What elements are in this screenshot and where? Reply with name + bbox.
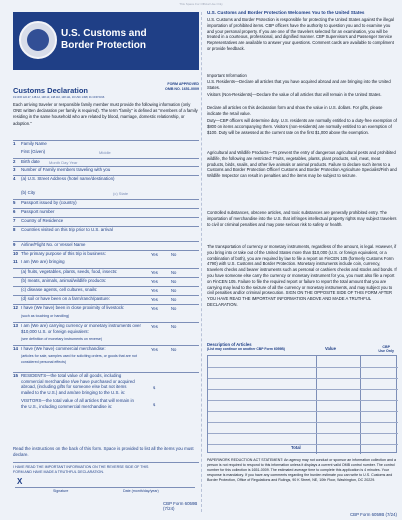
field-number: 13: [13, 323, 18, 328]
official-use-note: This Space For Official Use Only: [179, 2, 223, 6]
field-label: (c) disease agents, cell cultures, snails:: [21, 287, 98, 292]
field-number: 1: [13, 141, 16, 146]
dollar-amount-field[interactable]: $: [153, 402, 156, 407]
form-approved-line-1: OMB NO. 1651-0009: [165, 87, 199, 91]
field-number: 7: [13, 218, 16, 223]
declaration-field-sub-14[interactable]: [13, 277, 199, 283]
field-label: (b) meats, animals, animal/wildlife products:: [21, 278, 107, 283]
field-number: 5: [13, 200, 16, 205]
articles-heading: Description of Articles: [207, 342, 252, 347]
cfr-citation: 19 CFR 122.27, 148.12, 148.13, 148.110, 148.111, 19 USC 1498; 31 CFR 5316: [13, 96, 105, 99]
field-label: Countries visited on this trip prior to U.S. arrival: [21, 227, 113, 232]
declaration-field-sub-15[interactable]: [13, 286, 199, 292]
no-option[interactable]: No: [171, 306, 177, 311]
yes-no-choice[interactable]: [151, 297, 191, 302]
duty-paragraph: Duty—CBP officers will determine duty. U.S. residents are normally entitled to a duty-free exemption of $800 on items accompanying them. Visitors (non-residents) are normally entitled to an exemption of $100. Duty will be assessed at the current rate on the first $1,000 above the exemption.: [207, 118, 397, 135]
articles-table-row[interactable]: [208, 422, 398, 423]
field-label: (b) City: [21, 190, 36, 195]
form-intro: Each arriving traveler or responsible family member must provide the following information (only ONE written declaration per family is required). The term "family" is defined as "members of a family residing in the same household who are related by blood, marriage, domestic relationship, or adoption.": [13, 102, 198, 126]
form-approved-note: [165, 82, 199, 92]
form-approved-line-0: FORM APPROVED: [167, 82, 199, 86]
field-label: The primary purpose of this trip is business:: [21, 251, 106, 256]
field-number: 12: [13, 305, 18, 310]
welcome-title: U.S. Customs and Border Protection Welcomes You to the United States: [207, 10, 365, 15]
declaration-field-5-6[interactable]: [13, 199, 199, 205]
field-sublabel: (c) State: [113, 191, 129, 196]
yes-no-choice[interactable]: [151, 270, 191, 275]
signature-mark: X: [17, 477, 23, 486]
field-label: (a) fruits, vegetables, plants, seeds, food, insects:: [21, 269, 118, 274]
field-number: 4: [13, 176, 16, 181]
declaration-field-sub-16[interactable]: [13, 295, 199, 301]
declaration-field-14-21[interactable]: [13, 345, 199, 351]
declaration-field-sub-13[interactable]: [13, 268, 199, 274]
field-number: 9: [13, 242, 16, 247]
declaration-field-1-0[interactable]: [13, 140, 199, 146]
articles-table[interactable]: [207, 355, 397, 453]
field-number: 15: [13, 373, 18, 378]
yes-no-choice[interactable]: [151, 324, 191, 329]
signature-block: [13, 462, 199, 511]
yes-option[interactable]: Yes: [151, 324, 158, 329]
declaration-field-3-3[interactable]: [13, 166, 199, 172]
field-label: Passport number: [21, 209, 55, 214]
cbp-use-line-1: Use Only: [378, 349, 394, 354]
declaration-field-7-8[interactable]: [13, 217, 199, 223]
declaration-field-sub-24[interactable]: [13, 398, 199, 409]
signature-label: Signature: [53, 489, 69, 493]
visitors-paragraph: Visitors (Non-Residents)—Declare the value of all articles that will remain in the United States.: [207, 92, 382, 97]
value-column: [316, 356, 317, 454]
signature-line[interactable]: [15, 487, 195, 488]
declaration-field-9-10[interactable]: [13, 241, 199, 247]
declaration-field-13-19[interactable]: [13, 322, 199, 334]
field-number: 6: [13, 209, 16, 214]
yes-option[interactable]: Yes: [151, 297, 158, 302]
declaration-field-sub-20[interactable]: [13, 336, 199, 341]
declaration-field-10-11[interactable]: [13, 250, 199, 256]
no-option[interactable]: No: [171, 297, 177, 302]
articles-table-row[interactable]: [208, 378, 398, 379]
declaration-field-15-23[interactable]: [13, 372, 199, 395]
declaration-field-11-12[interactable]: [13, 259, 199, 264]
agency-name-line2: Border Protection: [61, 40, 147, 51]
field-number: 11: [13, 259, 18, 264]
field-sublabel: Month Day Year: [49, 160, 78, 165]
articles-subheading: (List may continue on another CBP Form 6059B): [207, 347, 285, 351]
field-label: Passport issued by (country): [21, 200, 77, 205]
residents-paragraph: U.S. Residents—Declare all articles that you have acquired abroad and are bringing into the United States.: [207, 79, 391, 90]
cbp-use-line-0: CBP: [382, 345, 390, 349]
articles-total: Total: [291, 445, 301, 450]
form-title-row: [13, 82, 199, 95]
articles-table-row[interactable]: [208, 400, 398, 401]
cbp-use-only-heading: [378, 345, 394, 354]
declaration-field-6-7[interactable]: [13, 208, 199, 214]
field-label: Birth date: [21, 159, 40, 164]
important-heading: Important Information: [207, 73, 247, 78]
yes-option[interactable]: Yes: [151, 279, 158, 284]
read-instructions-note: Read the instructions on the back of this form. Space is provided to list all the items you must declare.: [13, 446, 194, 458]
no-option[interactable]: No: [171, 324, 177, 329]
no-option[interactable]: No: [171, 288, 177, 293]
yes-option[interactable]: Yes: [151, 270, 158, 275]
field-sublabel: Middle: [99, 150, 111, 155]
yes-no-choice[interactable]: [151, 288, 191, 293]
articles-table-row[interactable]: [208, 389, 398, 390]
field-label: Number of Family members traveling with you: [21, 167, 111, 172]
field-label: Family Name: [21, 141, 47, 146]
no-option[interactable]: No: [171, 347, 177, 352]
declaration-form-side: [5, 8, 199, 516]
date-label: Date (month/day/year): [123, 489, 159, 493]
declaration-field-sub-5[interactable]: [13, 190, 199, 195]
dollar-amount-field[interactable]: $: [153, 385, 156, 390]
yes-option[interactable]: Yes: [151, 288, 158, 293]
field-label: (d) soil or have been on a farm/ranch/pasture:: [21, 296, 111, 301]
field-label: (see definition of monetary instruments on reverse): [21, 337, 103, 341]
declaration-field-8-9[interactable]: [13, 226, 199, 232]
yes-no-choice[interactable]: [151, 347, 191, 352]
articles-section: [207, 342, 397, 450]
value-heading: Value: [325, 346, 336, 351]
field-number: 8: [13, 227, 16, 232]
agency-name-line1: U.S. Customs and: [61, 28, 147, 39]
field-label: I have (We have) commercial merchandise:: [21, 346, 106, 351]
no-option[interactable]: No: [171, 279, 177, 284]
agency-name: [61, 28, 191, 52]
declaration-statement: I HAVE READ THE IMPORTANT INFORMATION ON THE REVERSE SIDE OF THIS FORM AND HAVE MADE A TRUTHFUL DECLARATION.: [13, 465, 149, 474]
field-number: 2: [13, 159, 16, 164]
controlled-paragraph: Controlled substances, obscene articles, and toxic substances are generally prohibited entry. The importation of merchandise into the U.S. that infringes intellectual property rights may subject travelers to civil or criminal penalties and may pose serious risk to safety or health.: [207, 210, 397, 227]
yes-no-choice[interactable]: [151, 252, 191, 257]
paperwork-statement: PAPERWORK REDUCTION ACT STATEMENT: An agency may not conduct or sponsor an information collection and a person is not required to respond to this information unless it displays a current valid OMB control number. The control number for this collection is 1651-0009. The estimated average time to complete this application is 4 minutes. Your response is mandatory. If you have any comments regarding the burden estimate you can write to U.S. Customs and Border Protection, Office of Regulations and Rulings, 90 K Street, NE, 10th Floor, Washington, DC 20229.: [207, 458, 397, 482]
dhs-seal-icon: [19, 21, 57, 59]
field-label: I have (We have) been in close proximity of livestock:: [21, 305, 125, 310]
field-label: I am (We are) carrying currency or monetary instruments over $10,000 U.S. or foreign equivalent:: [21, 323, 141, 334]
declaration-field-4-4[interactable]: [13, 175, 199, 181]
no-option[interactable]: No: [171, 252, 177, 257]
field-label: (articles for sale, samples used for soliciting orders, or goods that are not considered personal effects): [21, 354, 137, 364]
currency-paragraph: The transportation of currency or monetary instruments, regardless of the amount, is legal. However, if you bring into or take out of the United States more than $10,000 (U.S. or foreign equivalent, or a combination of both), you are required by law to file a report on FinCEN 105 (formerly Customs Form 4790) with U.S. Customs and Border Protection. Monetary instruments include coin, currency, travelers checks and bearer instruments such as personal or cashiers checks and stocks and bonds. If you have someone else carry the currency or monetary instrument for you, you must also file a report on FinCEN 105. Failure to file the required report or failure to report the total amount that you are carrying may lead to the seizure of all the currency or monetary instruments, and may subject you to civil penalties and/or criminal prosecution. SIGN ON THE OPPOSITE SIDE OF THIS FORM AFTER YOU HAVE READ THE IMPORTANT INFORMATION ABOVE AND MADE A TRUTHFUL DECLARATION.: [207, 244, 397, 307]
no-option[interactable]: No: [171, 270, 177, 275]
welcome-paragraph: U.S. Customs and Border Protection is responsible for protecting the United States against the illegal importation of prohibited items. CBP officers have the authority to question you and to examine you and your personal property. If you are one of the travelers selected for an examination, you will be treated in a courteous, professional, and dignified manner. CBP Supervisors and Passenger Service Representatives are available to answer your questions. Comment cards are available to compliment or provide feedback.: [207, 17, 394, 51]
declare-paragraph: Declare all articles on this declaration form and show the value in U.S. dollars. For gifts, please indicate the retail value.: [207, 105, 383, 116]
field-number: 14: [13, 346, 18, 351]
articles-table-row[interactable]: [208, 433, 398, 434]
declaration-field-2-2[interactable]: [13, 158, 199, 164]
declaration-field-12-17[interactable]: [13, 304, 199, 310]
agency-banner: [13, 12, 199, 70]
yes-no-choice[interactable]: [151, 306, 191, 311]
yes-option[interactable]: Yes: [151, 306, 158, 311]
field-label: RESIDENTS—the total value of all goods, including commercial merchandise I/we have purchased or acquired abroad, (including gifts for someone else but not items mailed to the U.S.) and am/are bringing to the U.S. is:: [21, 373, 135, 395]
field-label: (a) U.S. Street Address (hotel name/destination): [21, 176, 115, 181]
agriculture-paragraph: Agricultural and Wildlife Products—To prevent the entry of dangerous agricultural pests and prohibited wildlife, the following are restricted: Fruits, vegetables, plants, plant products, soil, meat, meat products, birds, snails, and other live animals or animal products. Failure to declare such items to a Customs and Border Protection Officer/ Customs and Border Protection Agriculture Specialist/Fish and Wildlife Inspector can result in penalties and the items may be subject to seizure.: [207, 150, 397, 179]
field-number: 10: [13, 251, 18, 256]
declaration-field-sub-1[interactable]: [13, 149, 199, 154]
field-label: VISITORS—the total value of all articles that will remain in the U.S., including commercial merchandise is:: [21, 398, 134, 409]
articles-table-row[interactable]: [208, 444, 398, 445]
form-number: CBP Form 6059B (7/24): [163, 501, 198, 511]
yes-option[interactable]: Yes: [151, 347, 158, 352]
declaration-field-sub-22[interactable]: [13, 354, 199, 365]
form-number-right: CBP Form 6059B (7/24): [349, 512, 397, 517]
field-number: 3: [13, 167, 16, 172]
declaration-field-sub-18[interactable]: [13, 313, 199, 318]
fold-divider: [201, 12, 202, 512]
form-title: Customs Declaration: [13, 86, 89, 95]
articles-table-row[interactable]: [208, 411, 398, 412]
instructions-side: [207, 8, 397, 516]
field-label: (such as touching or handling): [21, 314, 70, 318]
cbp-use-column: [360, 356, 361, 454]
articles-table-row[interactable]: [208, 367, 398, 368]
field-label: First (Given): [21, 149, 46, 154]
yes-no-choice[interactable]: [151, 279, 191, 284]
field-label: Airline/Flight No. or Vessel Name: [21, 242, 86, 247]
field-label: I am (We are) bringing: [21, 259, 65, 264]
field-label: Country of Residence: [21, 218, 64, 223]
yes-option[interactable]: Yes: [151, 252, 158, 257]
